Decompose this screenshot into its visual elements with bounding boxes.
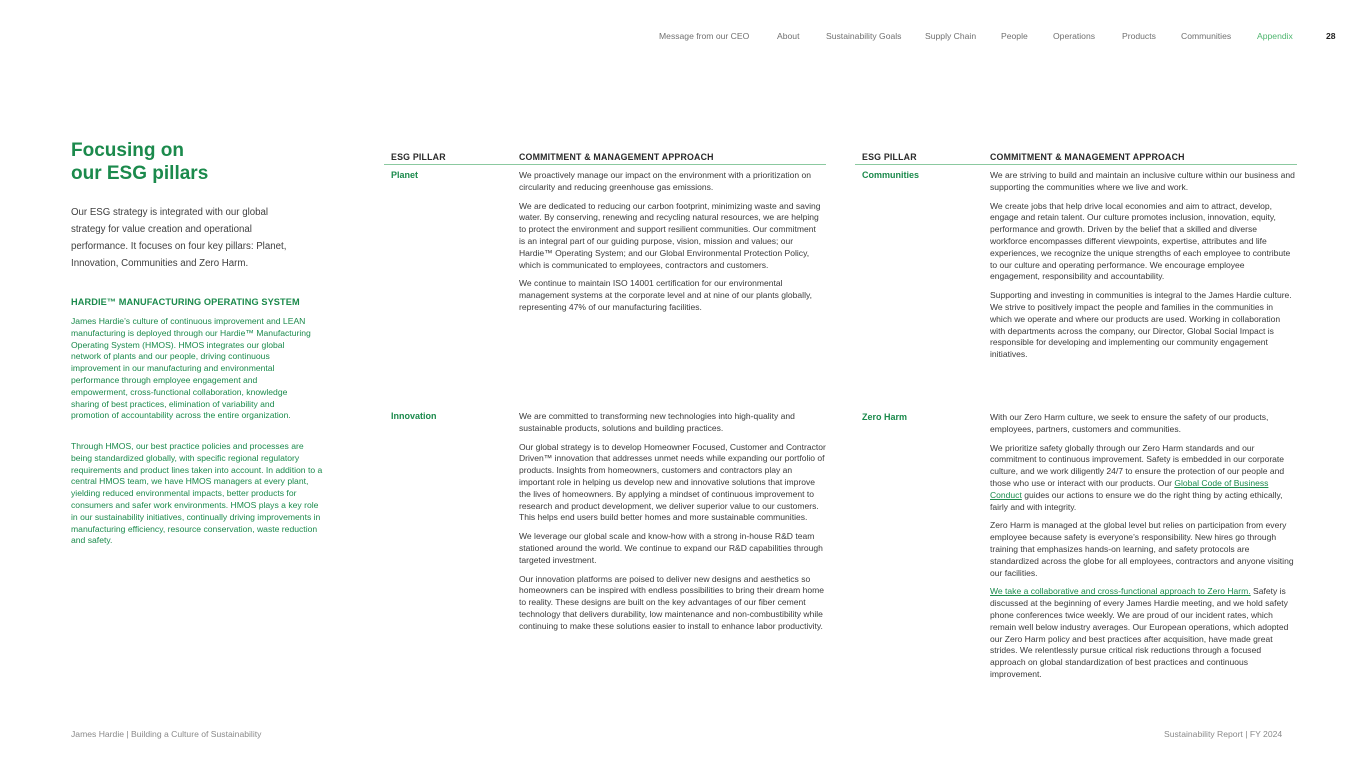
- communities-paragraph-2: We create jobs that help drive local economies and aim to attract, develop, engage and retain talent. Our culture promotes inclusion, innovation, equity, performance and growth. Driven by the belief that a skilled and diverse workforce encompasses different viewpoints, expertise, attributes and life experiences, we recognize the unique strengths of each employee to contribute to our culture and operating performance. We encourage employee engagement, responsibility and accountability.: [990, 200, 1291, 282]
- esg-table-left: [384, 141, 826, 693]
- footer-right: Sustainability Report | FY 2024: [1164, 729, 1283, 739]
- table-header: [855, 141, 1297, 165]
- zero-harm-paragraph-4: [990, 586, 1297, 680]
- page-title: [71, 139, 326, 185]
- planet-body: [519, 170, 824, 321]
- innovation-paragraph-3: We leverage our global scale and know-how with a strong in-house R&D team stationed around the world. We continue to expand our R&D capabilities through targeted investment.: [519, 531, 823, 565]
- nav-communities[interactable]: Communities: [1181, 31, 1232, 41]
- footer-left: James Hardie | Building a Culture of Sustainability: [71, 729, 262, 739]
- zero-harm-p2-text-post: guides our actions to ensure we do the right thing by acting ethically, fairly and with integrity.: [990, 489, 1283, 512]
- intro-column: [71, 139, 326, 546]
- nav-supply-chain[interactable]: Supply Chain: [925, 31, 977, 41]
- nav-message-from-ceo[interactable]: Message from our CEO: [659, 31, 750, 41]
- esg-table-right: [855, 141, 1297, 693]
- header-esg-pillar: ESG PILLAR: [862, 152, 917, 162]
- hmos-paragraph-2: Through HMOS, our best practice policies and processes are being standardized globally, with specific regional regulatory requirements and product lines taken into account. In addition to a central HMOS team, we have HMOS managers at every plant, yielding reduced environmental impacts, better products for consumers and safer work environments. HMOS plays a key role in our sustainability initiatives, continually driving improvements in manufacturing efficiency, resource conservation, waste reduction and safety.: [71, 441, 323, 546]
- innovation-paragraph-1: We are committed to transforming new technologies into high-quality and sustainable products, solutions and building practices.: [519, 411, 795, 433]
- nav-operations[interactable]: Operations: [1053, 31, 1096, 41]
- innovation-body: [519, 411, 826, 640]
- communities-paragraph-1: We are striving to build and maintain an inclusive culture within our business and supporting the communities where we live and work.: [990, 170, 1295, 192]
- header-commitment: COMMITMENT & MANAGEMENT APPROACH: [519, 152, 714, 162]
- page-title-line-1: Focusing on: [71, 140, 184, 161]
- page-number: 28: [1326, 31, 1336, 41]
- innovation-paragraph-2: Our global strategy is to develop Homeowner Focused, Customer and Contractor Driven™ innovation that addresses unmet needs while expanding our portfolio of products. Insights from homeowners, customers and contractors play an important role in helping us develop new and innovative solutions that improve the lives of homeowners. By applying a mindset of continuous improvement to research and product development, we deliver superior value to our customers. This helps end users build better homes and more sustainable communities.: [519, 441, 826, 523]
- planet-paragraph-1: We proactively manage our impact on the environment with a prioritization on circularity and reducing greenhouse gas emissions.: [519, 170, 812, 192]
- hmos-heading: HARDIE™ MANUFACTURING OPERATING SYSTEM: [71, 297, 300, 307]
- header-esg-pillar: ESG PILLAR: [391, 152, 446, 162]
- zero-harm-p2-text-pre: We prioritize safety globally through our Zero Harm standards and our commitment to continuous improvement. Safety is embedded in our corporate culture, and we work diligently 24/7 to ensure the protection of our people and those who use or interact with our products. Our: [990, 442, 1285, 488]
- collaborative-approach-link[interactable]: We take a collaborative and cross-functional approach to Zero Harm.: [990, 586, 1251, 597]
- table-header: [384, 141, 826, 165]
- top-navigation: [0, 31, 1365, 43]
- planet-paragraph-3: We continue to maintain ISO 14001 certification for our environmental management systems at the corporate level and at nine of our plants globally, representing 47% of our manufacturing facilities.: [519, 278, 812, 312]
- zero-harm-paragraph-1: With our Zero Harm culture, we seek to ensure the safety of our products, employees, partners, customers and communities.: [990, 412, 1269, 434]
- zero-harm-paragraph-2: [990, 443, 1297, 514]
- pillar-zero-harm: Zero Harm: [862, 412, 908, 422]
- zero-harm-p4-text-post: Safety is discussed at the beginning of every James Hardie meeting, and we hold safety phone conferences twice weekly. We are proud of our incident rates, which remain well below industry averages. Our European operations, which adopted our Zero Harm policy and best practices after acquisition, have made great strides. We relentlessly pursue critical risk reductions through a focused approach on global standardization of best practices and continuous improvement.: [990, 586, 1289, 679]
- zero-harm-paragraph-3: Zero Harm is managed at the global level but relies on participation from every employee because safety is everyone’s responsibility. New hires go through training that emphasizes hands-on learning, and safety protocols are standardized across the globe for all employees, contractors and anyone visiting our facilities.: [990, 520, 1294, 578]
- intro-lead: Our ESG strategy is integrated with our global strategy for value creation and operational performance. It focuses on four key pillars: Planet, Innovation, Communities and Zero Harm.: [71, 207, 287, 269]
- nav-people[interactable]: People: [1001, 31, 1028, 41]
- nav-sustainability-goals[interactable]: Sustainability Goals: [826, 31, 902, 41]
- innovation-paragraph-4: Our innovation platforms are poised to deliver new designs and aesthetics so homeowners can be inspired with endless possibilities to bring their dream home to reality. These designs are built on the key advantages of our fiber cement technology that delivers durability, low maintenance and non-combustibility while continuing to make these solutions easier to install to enhance labor productivity.: [519, 573, 824, 631]
- pillar-communities: Communities: [862, 170, 920, 180]
- nav-appendix[interactable]: Appendix: [1257, 31, 1293, 41]
- code-of-conduct-link[interactable]: Global Code of Business Conduct: [990, 477, 1269, 500]
- pillar-innovation: Innovation: [391, 411, 437, 421]
- pillar-planet: Planet: [391, 170, 419, 180]
- header-commitment: COMMITMENT & MANAGEMENT APPROACH: [990, 152, 1185, 162]
- planet-paragraph-2: We are dedicated to reducing our carbon footprint, minimizing waste and saving water. By conserving, renewing and recycling natural resources, we are helping to protect the environment and support resilient communities. Our commitment is an integral part of our guiding purpose, vision, mission and values; our Hardie™ Operating System; and our Global Environmental Protection Policy, which is communicated to employees, contractors and customers.: [519, 200, 821, 270]
- zero-harm-body: [990, 412, 1297, 688]
- communities-body: [990, 170, 1296, 368]
- page-title-line-2: our ESG pillars: [71, 163, 209, 184]
- communities-paragraph-3: Supporting and investing in communities is integral to the James Hardie culture. We strive to positively impact the people and families in the communities in which we operate and where our products are used. Working in collaboration with departments across the company, our Director, Global Social Impact is responsible for developing and implementing our community engagement initiatives.: [990, 290, 1292, 360]
- nav-about[interactable]: About: [777, 31, 800, 41]
- nav-products[interactable]: Products: [1122, 31, 1156, 41]
- hmos-paragraph-1: James Hardie’s culture of continuous improvement and LEAN manufacturing is deployed through our Hardie™ Manufacturing Operating System (HMOS). HMOS integrates our global network of plants and our people, driving continuous improvement in our manufacturing and environmental performance through employee engagement and empowerment, cross-functional collaboration, knowledge sharing of best practices, elimination of variability and promotion of accountability across the entire organization.: [71, 316, 311, 421]
